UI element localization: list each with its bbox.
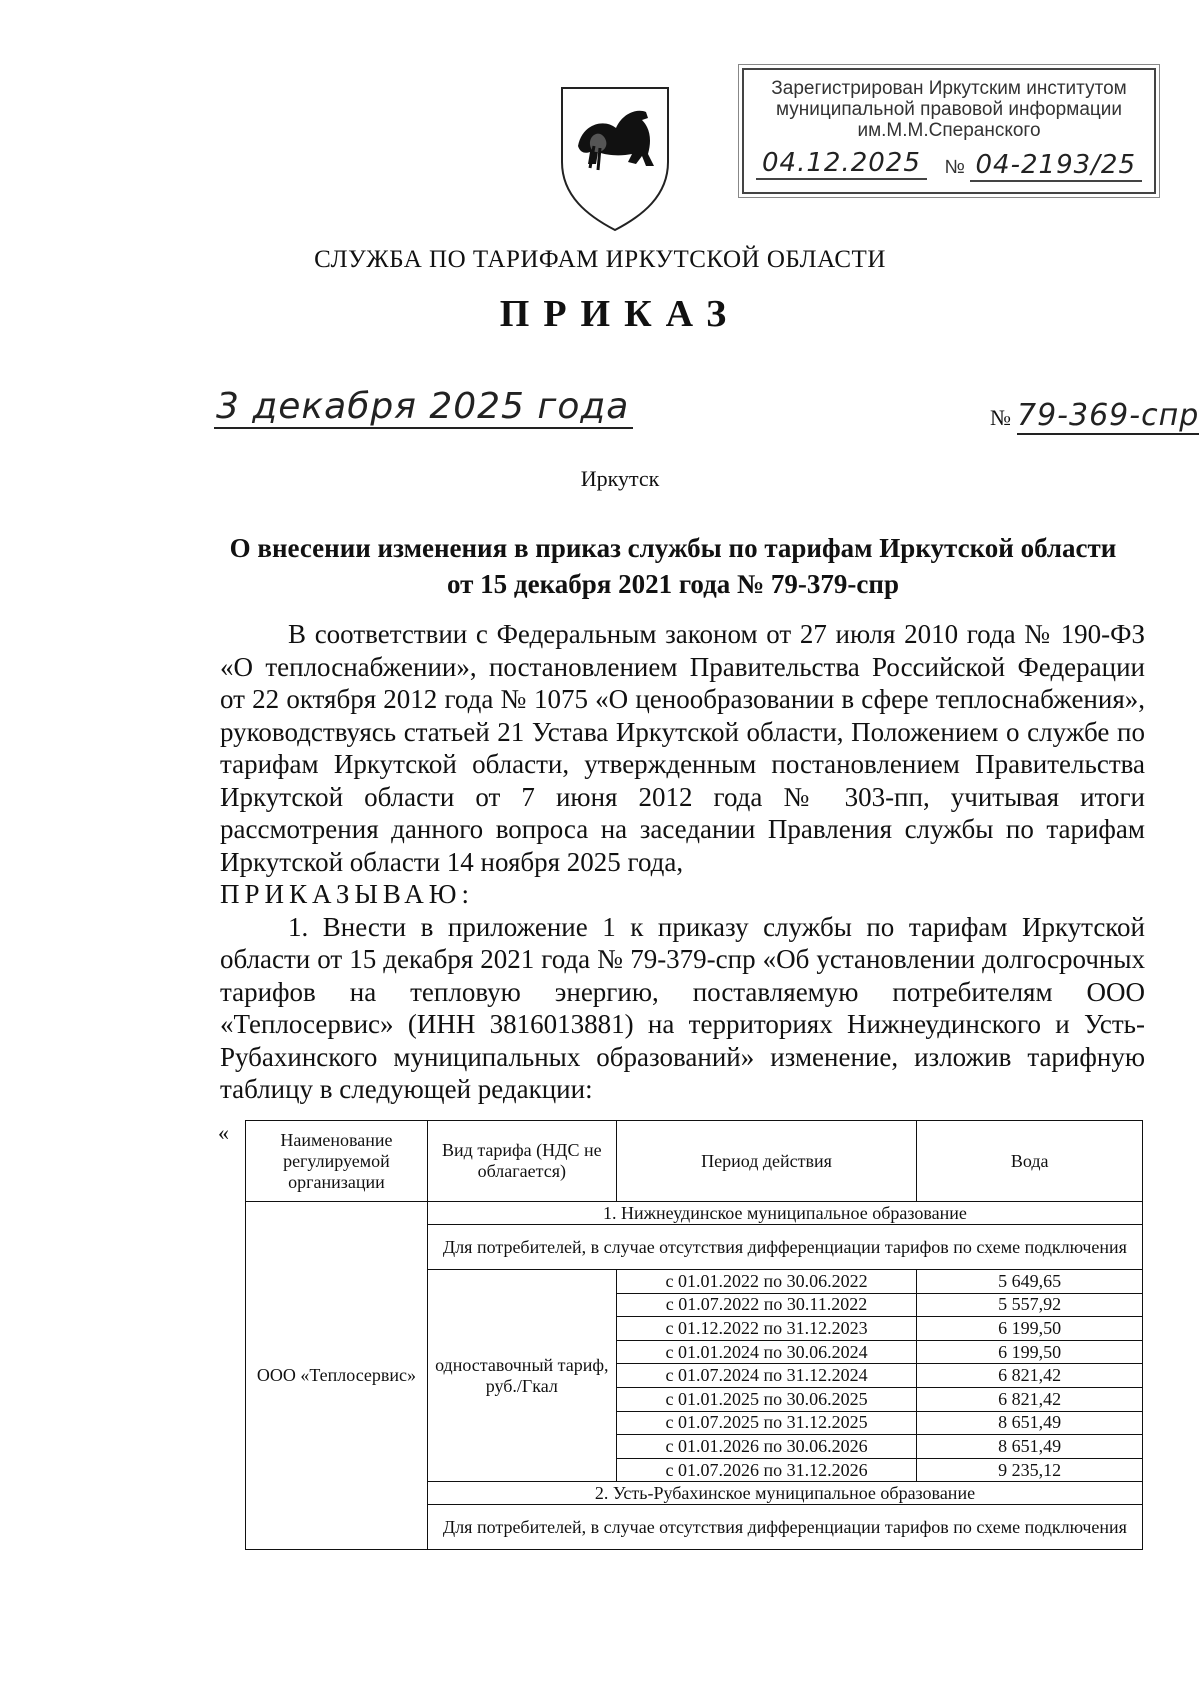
- opening-quote: «: [218, 1120, 229, 1145]
- period-cell: с 01.12.2022 по 31.12.2023: [616, 1317, 917, 1341]
- stamp-registration-number: 04-2193/25: [970, 150, 1142, 182]
- header-tariff-type: Вид тарифа (НДС не облагается): [427, 1121, 616, 1202]
- value-cell: 6 821,42: [917, 1387, 1143, 1411]
- period-cell: с 01.01.2025 по 30.06.2025: [616, 1387, 917, 1411]
- value-cell: 6 199,50: [917, 1317, 1143, 1341]
- preamble-paragraph: В соответствии с Федеральным законом от 27 июля 2010 года № 190-ФЗ «О теплоснабжении», постановлением Правительства Российской Федерации от 22 октября 2012 года № 1075 «О ценообразовании в сфере теплоснабжения», руководствуясь статьей 21 Устава Иркутской области, Положением о службе по тарифам Иркутской области, утвержденным постановлением Правительства Иркутской области от 7 июня 2012 года № 303-пп, учитывая итоги рассмотрения данного вопроса на заседании Правления службы по тарифам Иркутской области 14 ноября 2025 года,: [220, 619, 1145, 877]
- stamp-line-1: Зарегистрирован Иркутским институтом: [771, 78, 1127, 99]
- agency-name: СЛУЖБА ПО ТАРИФАМ ИРКУТСКОЙ ОБЛАСТИ: [314, 246, 886, 273]
- value-cell: 8 651,49: [917, 1411, 1143, 1435]
- item-1-paragraph: 1. Внести в приложение 1 к приказу службы по тарифам Иркутской области от 15 декабря 2021 года № 79-379-спр «Об установлении долгосрочных тарифов на тепловую энергию, поставляемую потребителям ООО «Теплосервис» (ИНН 3816013881) на территориях Нижнеудинского и Усть-Рубахинского муниципальных образований» изменение, изложив тарифную таблицу в следующей редакции:: [220, 911, 1145, 1104]
- organization-cell: ООО «Теплосервис»: [246, 1202, 428, 1550]
- order-word: ПРИКАЗЫВАЮ:: [220, 879, 474, 909]
- value-cell: 8 651,49: [917, 1435, 1143, 1459]
- header-period: Период действия: [616, 1121, 917, 1202]
- period-cell: с 01.07.2026 по 31.12.2026: [616, 1458, 917, 1482]
- value-cell: 5 557,92: [917, 1293, 1143, 1317]
- coat-of-arms-icon: [556, 84, 674, 232]
- period-cell: с 01.01.2024 по 30.06.2024: [616, 1340, 917, 1364]
- section-1-title: 1. Нижнеудинское муниципальное образование: [427, 1202, 1142, 1225]
- period-cell: с 01.07.2022 по 30.11.2022: [616, 1293, 917, 1317]
- heading-line-2: от 15 декабря 2021 года № 79-379-спр: [447, 569, 899, 599]
- order-date: 3 декабря 2025 года: [214, 386, 633, 429]
- table-header-row: [246, 1121, 1143, 1202]
- city: Иркутск: [580, 466, 660, 491]
- period-cell: с 01.01.2022 по 30.06.2022: [616, 1270, 917, 1294]
- section-row-1: [246, 1202, 1143, 1225]
- tariff-type-cell: одноставочный тариф, руб./Гкал: [427, 1270, 616, 1482]
- header-organization: Наименование регулируемой организации: [246, 1121, 428, 1202]
- heading-line-1: О внесении изменения в приказ службы по тарифам Иркутской области: [229, 533, 1117, 563]
- stamp-number-label: №: [944, 157, 966, 178]
- value-cell: 5 649,65: [917, 1270, 1143, 1294]
- consumers-1-cell: Для потребителей, в случае отсутствия дифференциации тарифов по схеме подключения: [427, 1225, 1142, 1270]
- period-cell: с 01.01.2026 по 30.06.2026: [616, 1435, 917, 1459]
- value-cell: 6 821,42: [917, 1364, 1143, 1388]
- stamp-registration-row: [756, 148, 1142, 180]
- document-title: ПРИКАЗ: [499, 293, 741, 335]
- order-number: [990, 398, 1199, 433]
- value-cell: 9 235,12: [917, 1458, 1143, 1482]
- stamp-line-2: муниципальной правовой информации: [776, 99, 1122, 120]
- stamp-line-3: им.М.М.Сперанского: [857, 120, 1041, 141]
- order-number-value: 79-369-спр: [1017, 398, 1200, 433]
- document-body: [220, 618, 1145, 1106]
- order-number-label: №: [990, 405, 1011, 430]
- consumers-2-cell: Для потребителей, в случае отсутствия дифференциации тарифов по схеме подключения: [427, 1505, 1142, 1550]
- stamp-registration-date: 04.12.2025: [756, 148, 927, 180]
- tariff-table: [245, 1120, 1143, 1550]
- period-cell: с 01.07.2024 по 31.12.2024: [616, 1364, 917, 1388]
- period-cell: с 01.07.2025 по 31.12.2025: [616, 1411, 917, 1435]
- header-water: Вода: [917, 1121, 1143, 1202]
- registration-stamp: [742, 68, 1156, 194]
- section-2-title: 2. Усть-Рубахинское муниципальное образование: [427, 1482, 1142, 1505]
- document-heading: [200, 530, 1146, 602]
- value-cell: 6 199,50: [917, 1340, 1143, 1364]
